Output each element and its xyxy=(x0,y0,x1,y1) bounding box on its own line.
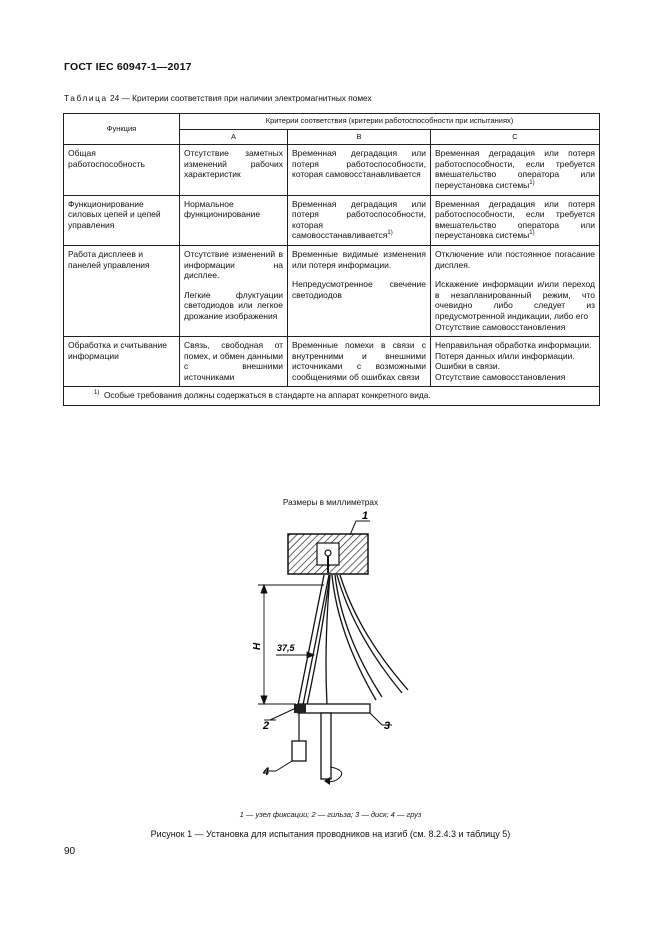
cell-function: Общая работоспособность xyxy=(64,145,180,195)
cell-c xyxy=(431,195,600,245)
page-number: 90 xyxy=(64,846,76,857)
label-2: 2 xyxy=(263,720,270,732)
cell-b: Временные помехи в связи с внутренними и внешними источниками с возможными сообщениями об ошибках связи xyxy=(288,337,431,387)
cell-b-para: Временные видимые изменения или потеря информации. xyxy=(292,248,426,270)
cell-b-para: Непредусмотренное свечение светодиодов xyxy=(292,279,426,300)
footnote-ref: 1) xyxy=(387,230,393,237)
cell-c-text: Временная деградация или потеря работоспособности, если требуется вмешательство оператора или переустановка системы xyxy=(435,198,596,241)
header-criteria: Критерии соответствия (критерии работоспособности при испытаниях) xyxy=(180,114,600,130)
header-function: Функция xyxy=(64,114,180,145)
cell-a: Отсутствие заметных изменений рабочих характеристик xyxy=(180,145,288,195)
cell-c-line: Потеря данных и/или информации. xyxy=(435,350,575,361)
rod xyxy=(321,713,331,779)
cell-c xyxy=(431,145,600,195)
cell-a-para: Отсутствие изменений в информации на дисплее. xyxy=(184,248,283,281)
cell-function: Работа дисплеев и панелей управления xyxy=(64,245,180,336)
cell-function: Функционирование силовых цепей и цепей управления xyxy=(64,195,180,245)
cell-c-line: Неправильная обработка информации. xyxy=(435,340,592,351)
table-caption xyxy=(64,93,372,103)
fixing-block xyxy=(288,534,368,574)
table-caption-word: Таблица xyxy=(64,93,108,103)
criteria-table xyxy=(63,113,600,406)
table-row xyxy=(64,337,600,387)
weight xyxy=(292,713,306,761)
dimension-h-label: H xyxy=(252,642,263,650)
label-3: 3 xyxy=(384,720,391,732)
cell-c-para: Отключение или постоянное погасание дисплея. xyxy=(435,248,596,270)
cell-function: Обработка и считывание информации xyxy=(64,337,180,387)
table-header-row xyxy=(64,114,600,130)
label-1: 1 xyxy=(362,510,369,522)
figure-legend: 1 — узел фиксации; 2 — гильза; 3 — диск; 4 — груз xyxy=(239,810,422,819)
cell-b xyxy=(288,195,431,245)
cell-a: Связь, свободная от помех, и обмен данными с внешними источниками xyxy=(180,337,288,387)
cell-c-line: Отсутствие самовосстановления xyxy=(435,371,566,382)
table-caption-text: 24 — Критерии соответствия при наличии электромагнитных помех xyxy=(107,93,372,103)
footnote-mark: 1) xyxy=(94,390,100,397)
disk xyxy=(294,704,370,713)
figure-units-note: Размеры в миллиметрах xyxy=(282,497,379,507)
table-row xyxy=(64,245,600,336)
header-a: A xyxy=(180,129,288,145)
cell-c-line: Ошибки в связи. xyxy=(435,361,501,372)
footnote-text: Особые требования должны содержаться в стандарте на аппарат конкретного вида. xyxy=(103,390,431,401)
cell-b-text: Временная деградация или потеря работоспособности, которая самовосстанавливается xyxy=(292,198,426,241)
cell-c-text: Временная деградация или потеря работоспособности, если требуется вмешательство оператора или переустановка системы xyxy=(435,148,596,190)
header-b: B xyxy=(288,129,431,145)
table-row xyxy=(64,195,600,245)
cell-a-para: Легкие флуктуации светодиодов или легкое дрожание изображения xyxy=(184,289,283,321)
conductor xyxy=(298,575,408,705)
cell-c-para: Отсутствие самовосстановления xyxy=(435,321,566,332)
cell-a xyxy=(180,245,288,336)
figure-caption: Рисунок 1 — Установка для испытания проводников на изгиб (см. 8.2.4.3 и таблицу 5) xyxy=(150,829,511,839)
table-footnote-row xyxy=(64,387,600,406)
label-4: 4 xyxy=(263,766,270,778)
cell-a: Нормальное функционирование xyxy=(180,195,288,245)
cell-c-para: Искажение информации и/или переход в незапланированный режим, что очевидно либо следует из предусмотренной индикации, либо его xyxy=(435,279,596,321)
cell-b: Временная деградация или потеря работоспособности, которая самовосстанавливается xyxy=(288,145,431,195)
cell-b xyxy=(288,245,431,336)
header-c: C xyxy=(431,129,600,145)
cell-c xyxy=(431,337,600,387)
bending-test-figure xyxy=(220,505,440,805)
table-footnote xyxy=(64,387,600,406)
dimension-offset-label: 37,5 xyxy=(277,643,295,653)
footnote-ref: 1) xyxy=(529,180,535,187)
cell-c xyxy=(431,245,600,336)
document-header: ГОСТ IEC 60947-1—2017 xyxy=(64,61,192,73)
footnote-ref: 1) xyxy=(529,230,535,237)
table-row xyxy=(64,145,600,195)
